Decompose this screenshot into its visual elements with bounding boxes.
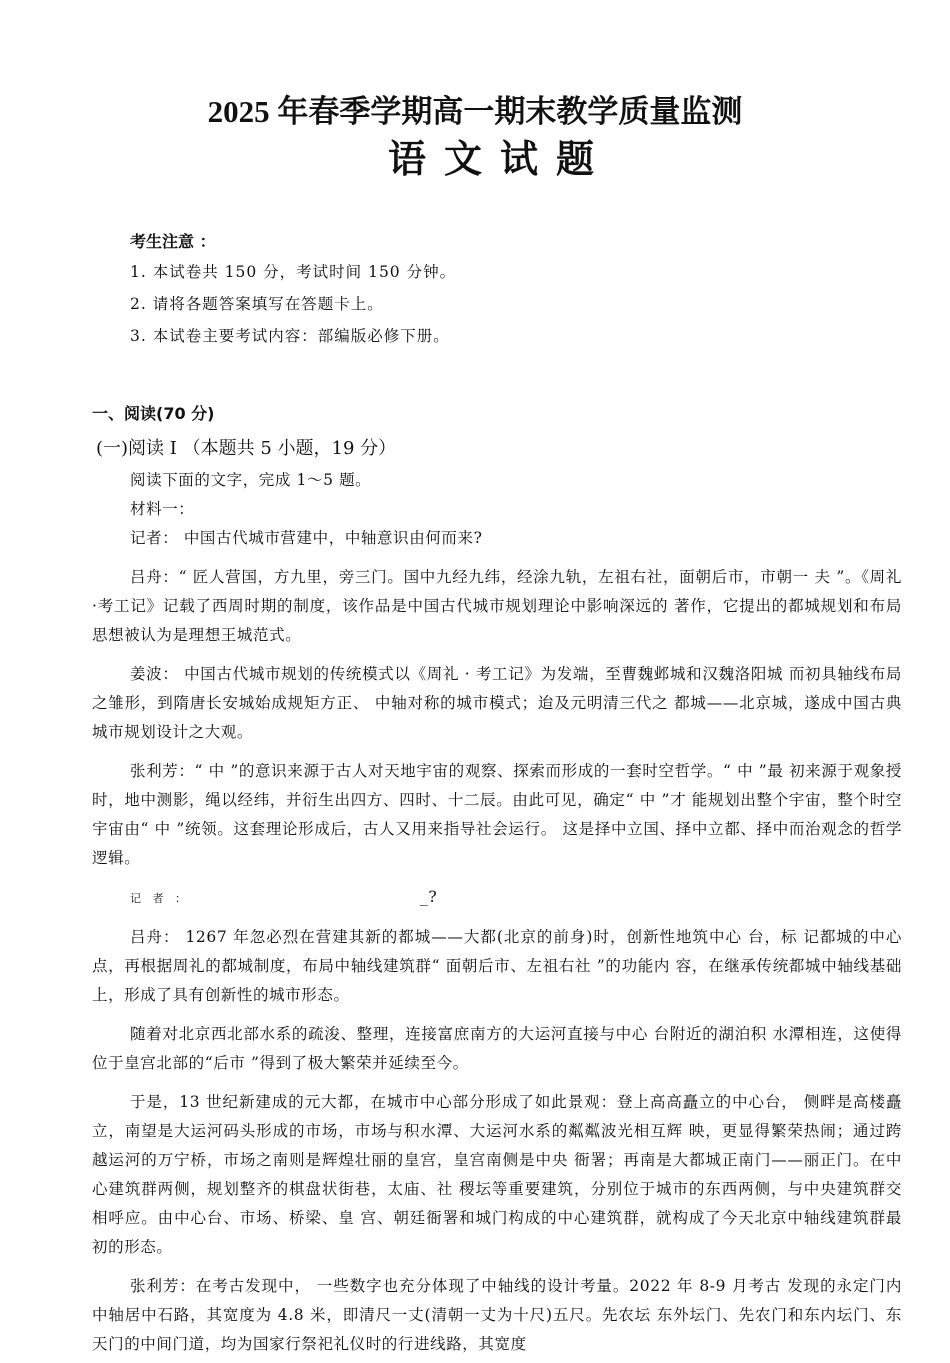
paragraph-zhang-lifang-1: 张利芳：“ 中 ”的意识来源于古人对天地宇宙的观察、探索而形成的一套时空哲学。“ 中 ”最 初来源于观象授时，地中测影，绳以经纬，并衍生出四方、四时、十二辰。由此可见，确定“ 中 ”才 能规划出整个宇宙，整个时空宇宙由“ 中 ”统领。这套理论形成后，古人又用来指导社会运行。 这是择中立国、择中立都、择中而治观念的哲学逻辑。 <box>92 762 902 867</box>
section-heading: 一、阅读(70 分) <box>92 404 215 423</box>
instruction: 阅读下面的文字，完成 1～5 题。 <box>130 471 372 489</box>
paragraph-yuan-dadu: 于是，13 世纪新建成的元大都，在城市中心部分形成了如此景观：登上高高矗立的中心台， 侧畔是高楼矗立，南望是大运河码头形成的市场，市场与积水潭、大运河水系的粼粼波光相互辉 映，更显得繁荣热闹；通过跨越运河的万宁桥，市场之南则是辉煌壮丽的皇宫，皇宫南侧是中央 衙署；再南是大都城正南门——丽正门。在中心建筑群两侧，规划整齐的棋盘状街巷，太庙、社 稷坛等重要建筑，分别位于城市的东西两侧，与中央建筑群交相呼应。由中心台、市场、桥梁、皇 宫、朝廷衙署和城门构成的中心建筑群，就构成了今天北京中轴线建筑群最初的形态。 <box>92 1093 902 1256</box>
subject-title: 语文试题 <box>387 137 612 181</box>
candidate-notice <box>130 228 830 352</box>
paragraph-lv-zhou-1: 吕舟：“ 匠人营国，方九里，旁三门。国中九经九纬，经涂九轨，左祖右社，面朝后市，市朝一 夫 ”。《周礼 ·考工记》记载了西周时期的制度，该作品是中国古代城市规划理论中影响深远的 著作，它提出的都城规划和布局思想被认为是理想王城范式。 <box>92 568 902 644</box>
paragraph-zhang-lifang-2: 张利芳：在考古发现中， 一些数字也充分体现了中轴线的设计考量。2022 年 8-9 月考古 发现的永定门内 中轴居中石路，其宽度为 4.8 米，即清尺一丈(清朝一丈为十尺)五尺。先农坛 东外坛门、先农门和东内坛门、东天门的中间门道，均为国家行祭祀礼仪时的行进线路，其宽度 <box>92 1277 902 1353</box>
reporter-question-2 <box>92 883 902 913</box>
material-label: 材料一： <box>130 500 195 518</box>
reporter-label: 记 者 ： <box>130 892 190 905</box>
exam-title: 2025 年春季学期高一期末教学质量监测 <box>207 94 743 129</box>
paragraph-water-system: 随着对北京西北部水系的疏浚、整理，连接富庶南方的大运河直接与中心 台附近的湖泊积 水潭相连，这使得位于皇宫北部的“后市 ”得到了极大繁荣并延续至今。 <box>92 1025 902 1072</box>
blank-question-mark: _? <box>420 888 438 906</box>
paragraph-jiang-bo: 姜波： 中国古代城市规划的传统模式以《周礼 · 考工记》为发端，至曹魏邺城和汉魏洛阳城 而初具轴线布局之雏形，到隋唐长安城始成规矩方正、 中轴对称的城市模式；迨及元明清三代之 都城——北京城，遂成中国古典城市规划设计之大观。 <box>92 665 902 741</box>
notice-item-1: 1. 本试卷共 150 分，考试时间 150 分钟。 <box>130 263 457 281</box>
reporter-question-1: 记者： 中国古代城市营建中，中轴意识由何而来? <box>130 529 483 547</box>
notice-item-2: 2. 请将各题答案填写在答题卡上。 <box>130 295 384 313</box>
paragraph-lv-zhou-2: 吕舟： 1267 年忽必烈在营建其新的都城——大都(北京的前身)时，创新性地筑中心 台，标 记都城的中心点，再根据周礼的都城制度，布局中轴线建筑群“ 面朝后市、左祖右社 ”的功能内 容，在继承传统都城中轴线基础上，形成了具有创新性的城市形态。 <box>92 928 902 1004</box>
reading-subheading: (一)阅读 I （本题共 5 小题，19 分） <box>96 438 397 459</box>
notice-heading: 考生注意 ： <box>130 232 216 251</box>
notice-item-3: 3. 本试卷主要考试内容：部编版必修下册。 <box>130 327 450 345</box>
reading-passage <box>92 466 902 1363</box>
